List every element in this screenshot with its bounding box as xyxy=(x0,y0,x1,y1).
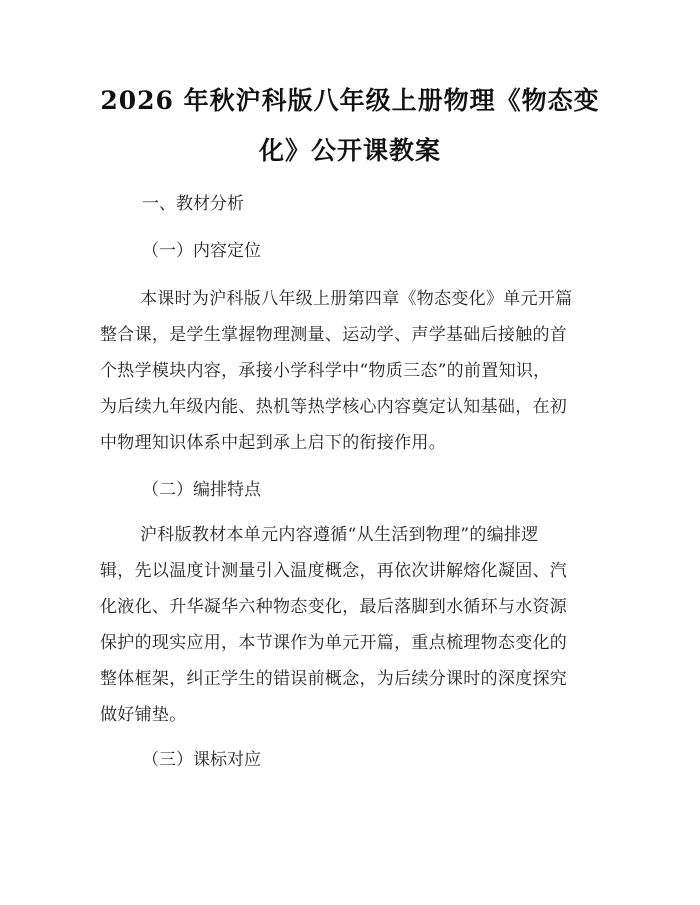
paragraph-line: 辑，先以温度计测量引入温度概念，再依次讲解熔化凝固、汽 xyxy=(100,561,568,581)
paragraph-line: 中物理知识体系中起到承上启下的衔接作用。 xyxy=(100,433,446,453)
document-title-line-2: 化》公开课教案 xyxy=(258,136,441,165)
paragraph-line: 本课时为沪科版八年级上册第四章《物态变化》单元开篇 xyxy=(140,289,573,309)
paragraph-line: 为后续九年级内能、热机等热学核心内容奠定认知基础，在初 xyxy=(100,397,568,417)
subsection-heading-content-positioning: （一）内容定位 xyxy=(142,241,261,261)
paragraph-content-positioning xyxy=(100,281,606,461)
paragraph-line: 化液化、升华凝华六种物态变化，最后落脚到水循环与水资源 xyxy=(100,597,568,617)
paragraph-line: 整合课，是学生掌握物理测量、运动学、声学基础后接触的首 xyxy=(100,325,568,345)
paragraph-line: 保护的现实应用，本节课作为单元开篇，重点梳理物态变化的 xyxy=(100,633,568,653)
document-title-line-1: 2026 年秋沪科版八年级上册物理《物态变 xyxy=(100,86,600,115)
paragraph-line: 做好铺垫。 xyxy=(100,705,187,725)
paragraph-line: 沪科版教材本单元内容遵循“从生活到物理”的编排逻 xyxy=(140,525,539,545)
paragraph-line: 个热学模块内容，承接小学科学中“物质三态”的前置知识， xyxy=(100,361,551,381)
subsection-heading-curriculum-standards: （三）课标对应 xyxy=(142,750,261,770)
subsection-heading-arrangement-features: （二）编排特点 xyxy=(142,480,261,500)
section-heading-teaching-material-analysis: 一、教材分析 xyxy=(142,194,244,214)
paragraph-arrangement-features xyxy=(100,517,606,733)
paragraph-line: 整体框架，纠正学生的错误前概念，为后续分课时的深度探究 xyxy=(100,669,568,689)
